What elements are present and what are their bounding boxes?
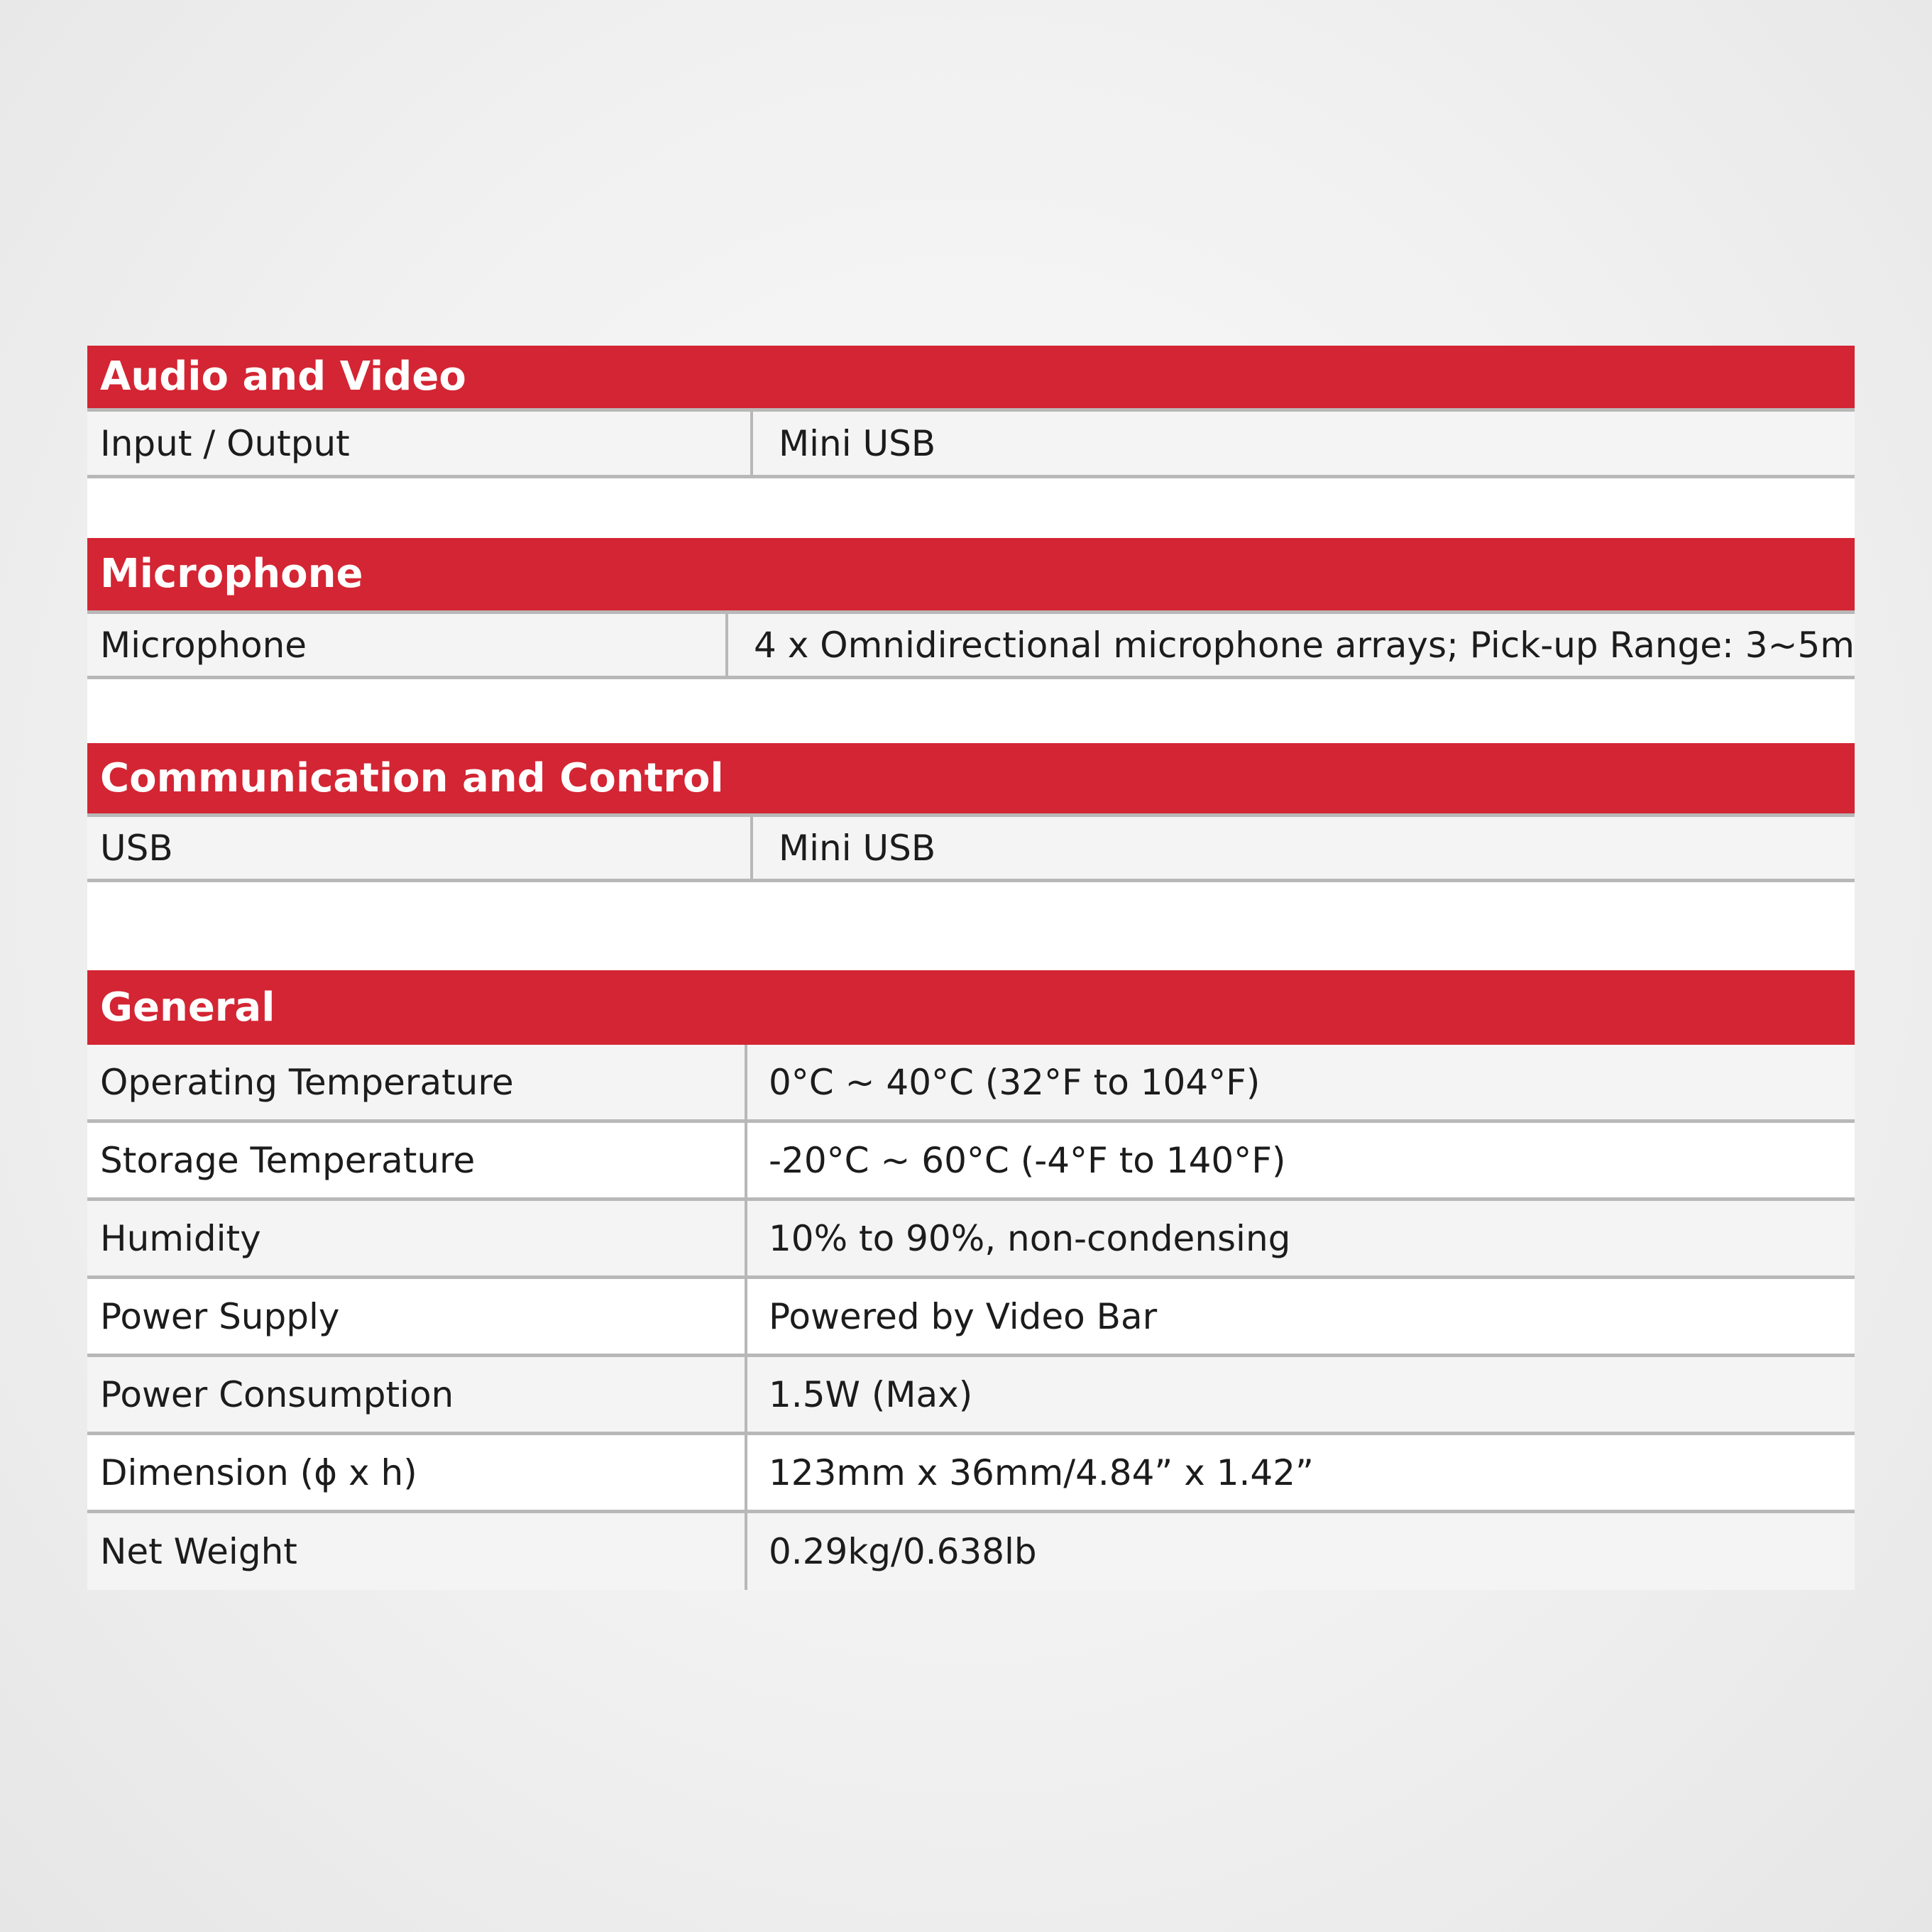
section-communication-control (87, 743, 1855, 882)
section-header-general: General (87, 970, 1855, 1045)
section-spacer (87, 882, 1855, 970)
spec-value: 0.29kg/0.638lb (769, 1531, 1037, 1572)
spec-label: Microphone (87, 614, 728, 676)
spec-label: Dimension (ϕ x h) (87, 1435, 747, 1510)
section-header-audio-video: Audio and Video (87, 346, 1855, 412)
spec-row-power-supply (87, 1279, 1855, 1357)
spec-value: -20°C ~ 60°C (-4°F to 140°F) (769, 1139, 1286, 1181)
spec-value: 0°C ~ 40°C (32°F to 104°F) (769, 1061, 1261, 1103)
spec-label: Net Weight (87, 1513, 747, 1590)
section-audio-video (87, 346, 1855, 478)
spec-value: Mini USB (779, 422, 936, 464)
section-header-microphone: Microphone (87, 538, 1855, 614)
section-header-communication-control: Communication and Control (87, 743, 1855, 817)
spec-row-storage-temperature (87, 1123, 1855, 1201)
spec-value: Powered by Video Bar (769, 1295, 1158, 1337)
section-spacer (87, 679, 1855, 743)
spec-label: Power Consumption (87, 1357, 747, 1432)
spec-value: 1.5W (Max) (769, 1373, 973, 1415)
spec-row-humidity (87, 1201, 1855, 1279)
spec-row-usb (87, 817, 1855, 882)
spec-row-microphone (87, 614, 1855, 679)
spec-label: USB (87, 817, 753, 879)
spec-label: Power Supply (87, 1279, 747, 1354)
spec-sheet (87, 346, 1855, 1590)
spec-label: Storage Temperature (87, 1123, 747, 1197)
spec-row-dimension (87, 1435, 1855, 1513)
section-microphone (87, 538, 1855, 679)
spec-label: Operating Temperature (87, 1045, 747, 1119)
section-general (87, 970, 1855, 1590)
section-spacer (87, 478, 1855, 538)
spec-row-operating-temperature (87, 1045, 1855, 1123)
spec-value: Mini USB (779, 827, 936, 869)
spec-row-power-consumption (87, 1357, 1855, 1435)
spec-value: 4 x Omnidirectional microphone arrays; Pick-up Range: 3~5m (754, 624, 1855, 666)
spec-label: Humidity (87, 1201, 747, 1275)
spec-row-input-output (87, 412, 1855, 478)
spec-row-net-weight (87, 1513, 1855, 1590)
spec-value: 123mm x 36mm/4.84” x 1.42” (769, 1451, 1314, 1493)
spec-label: Input / Output (87, 412, 753, 475)
spec-value: 10% to 90%, non-condensing (769, 1217, 1291, 1259)
